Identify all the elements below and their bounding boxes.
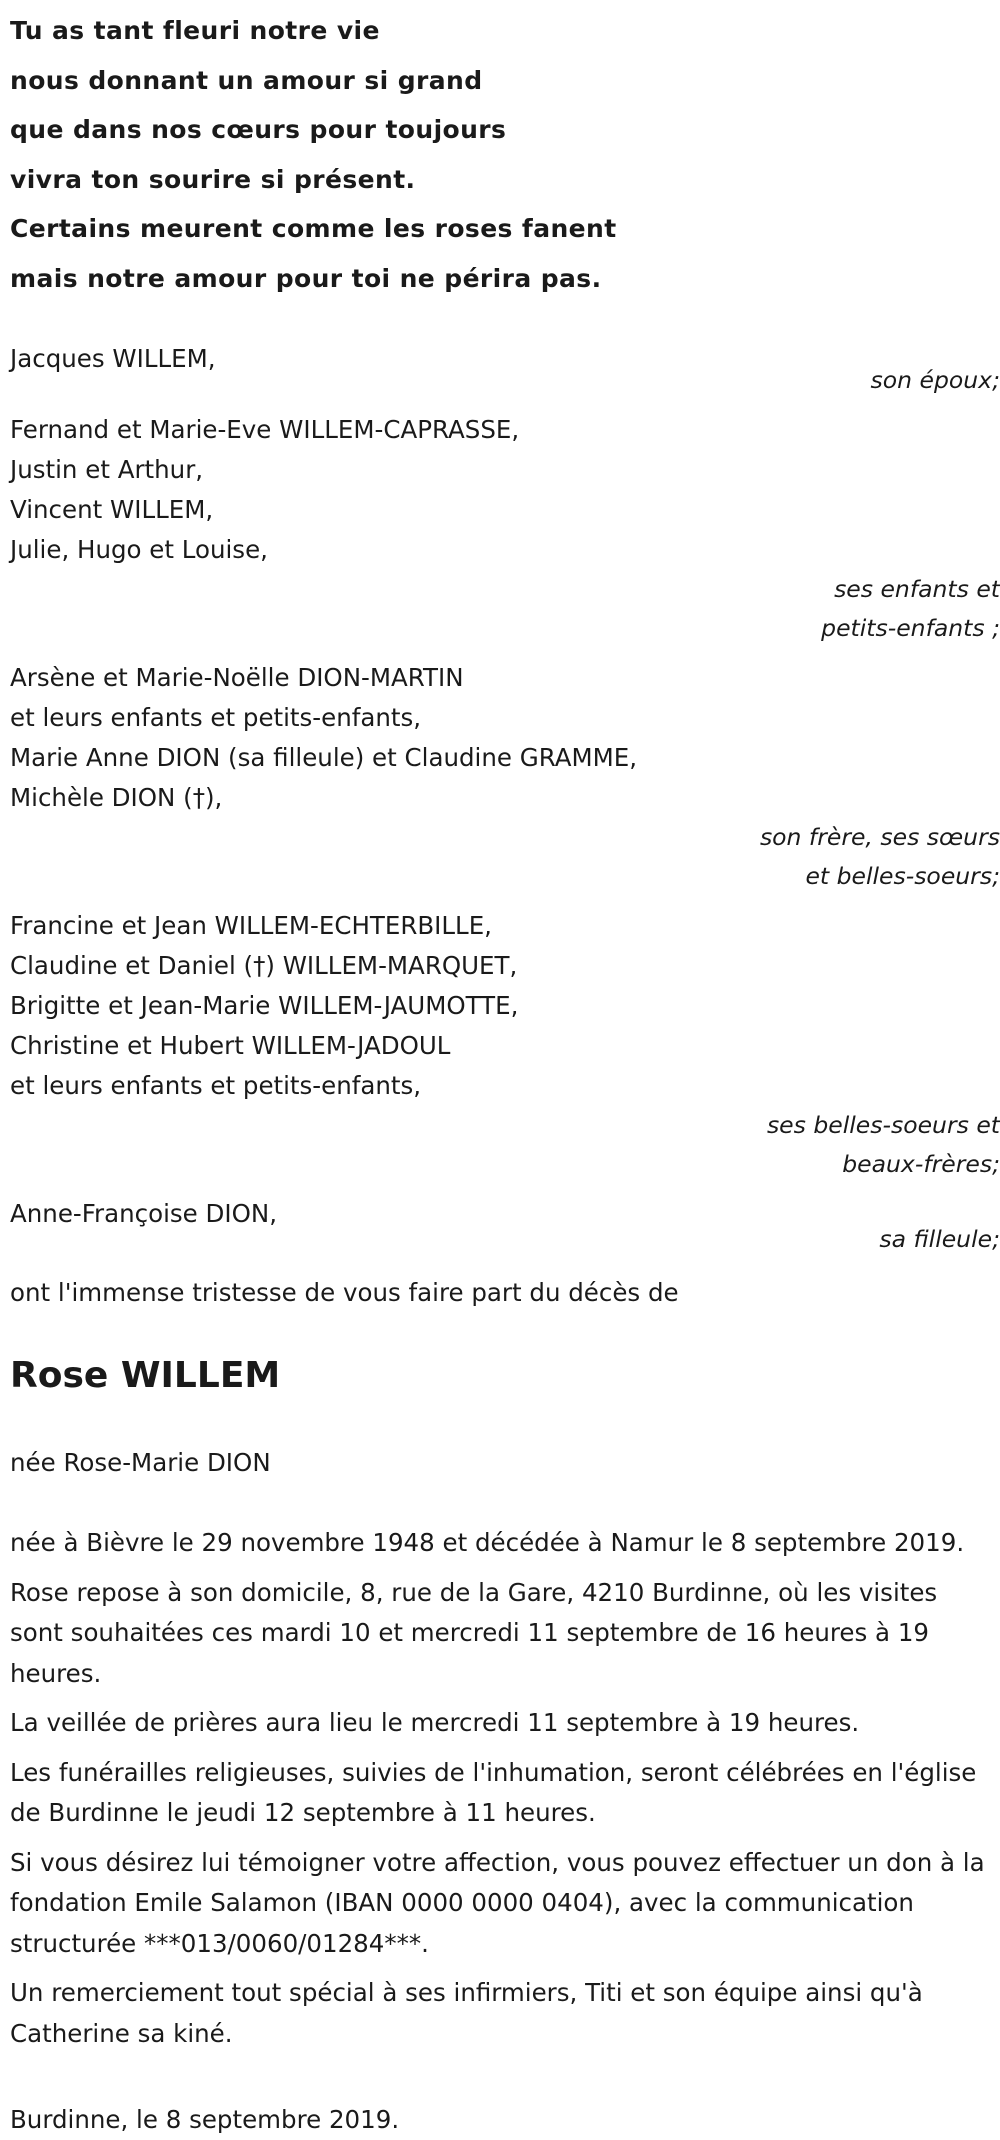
poem <box>10 0 1000 303</box>
family-name-line: Christine et Hubert WILLEM-JADOUL <box>10 1031 451 1060</box>
detail-paragraph: La veillée de prières aura lieu le mercredi 11 septembre à 19 heures. <box>10 1708 860 1737</box>
poem-line: Tu as tant fleuri notre vie <box>10 16 380 45</box>
family-name-line: Anne-Françoise DION, <box>10 1199 278 1228</box>
family-name-line: Julie, Hugo et Louise, <box>10 535 268 564</box>
closing-place-date: Burdinne, le 8 septembre 2019. <box>10 2105 400 2134</box>
deceased-birthname: née Rose-Marie DION <box>10 1448 271 1477</box>
family-name-line: Vincent WILLEM, <box>10 495 214 524</box>
announcement-intro: ont l'immense tristesse de vous faire part du décès de <box>10 1278 679 1307</box>
poem-line: vivra ton sourire si présent. <box>10 164 416 194</box>
family-name-line: Michèle DION (†), <box>10 783 223 812</box>
poem-line: mais notre amour pour toi ne périra pas. <box>10 263 602 293</box>
family-role: ses enfants et <box>834 575 1000 603</box>
family-name-line: Claudine et Daniel (†) WILLEM-MARQUET, <box>10 951 518 980</box>
poem-line: que dans nos cœurs pour toujours <box>10 115 507 144</box>
detail-paragraph: née à Bièvre le 29 novembre 1948 et décédée à Namur le 8 septembre 2019. <box>10 1528 965 1557</box>
family-role: ses belles-soeurs et <box>766 1111 1000 1139</box>
deceased-name: Rose WILLEM <box>10 1355 281 1396</box>
poem-line: nous donnant un amour si grand <box>10 65 483 95</box>
family-role: petits-enfants ; <box>821 614 1000 642</box>
family-name-line: et leurs enfants et petits-enfants, <box>10 703 422 732</box>
family-name-line: Arsène et Marie-Noëlle DION-MARTIN <box>10 663 464 692</box>
family-name-line: Francine et Jean WILLEM-ECHTERBILLE, <box>10 911 492 940</box>
family-name-line: Jacques WILLEM, <box>10 344 216 373</box>
family-role: son frère, ses sœurs <box>759 823 1000 851</box>
family-name-line: et leurs enfants et petits-enfants, <box>10 1071 422 1100</box>
family-role: son époux; <box>870 366 1000 394</box>
family-group-siblings <box>10 658 1000 896</box>
family-role: sa filleule; <box>879 1225 1000 1253</box>
family-role: et belles-soeurs; <box>805 862 1000 890</box>
family-name-line: Marie Anne DION (sa filleule) et Claudine GRAMME, <box>10 743 638 772</box>
family-role: beaux-frères; <box>842 1150 1000 1178</box>
detail-paragraph: Rose repose à son domicile, 8, rue de la Gare, 4210 Burdinne, où les visites sont souhaitées ces mardi 10 et mercredi 11 septembre de 16 heures à 19 heures. <box>10 1577 938 1688</box>
detail-paragraph: Si vous désirez lui témoigner votre affection, vous pouvez effectuer un don à la fondation Emile Salamon (IBAN 0000 0000 0404), avec la communication structurée ***013/0060/01284***. <box>10 1847 985 1958</box>
family-group-children <box>10 410 1000 648</box>
family-groups <box>10 339 1000 1259</box>
detail-paragraph: Un remerciement tout spécial à ses infirmiers, Titi et son équipe ainsi qu'à Catherine sa kiné. <box>10 1978 923 2048</box>
poem-line: Certains meurent comme les roses fanent <box>10 214 617 243</box>
details <box>10 1523 1000 2054</box>
family-name-line: Fernand et Marie-Eve WILLEM-CAPRASSE, <box>10 415 520 444</box>
family-group-goddaughter <box>10 1194 1000 1259</box>
family-name-line: Brigitte et Jean-Marie WILLEM-JAUMOTTE, <box>10 991 519 1020</box>
family-group-in-laws <box>10 906 1000 1184</box>
family-name-line: Justin et Arthur, <box>10 455 204 484</box>
family-group-spouse <box>10 339 1000 400</box>
detail-paragraph: Les funérailles religieuses, suivies de l'inhumation, seront célébrées en l'église de Burdinne le jeudi 12 septembre à 11 heures. <box>10 1757 977 1827</box>
